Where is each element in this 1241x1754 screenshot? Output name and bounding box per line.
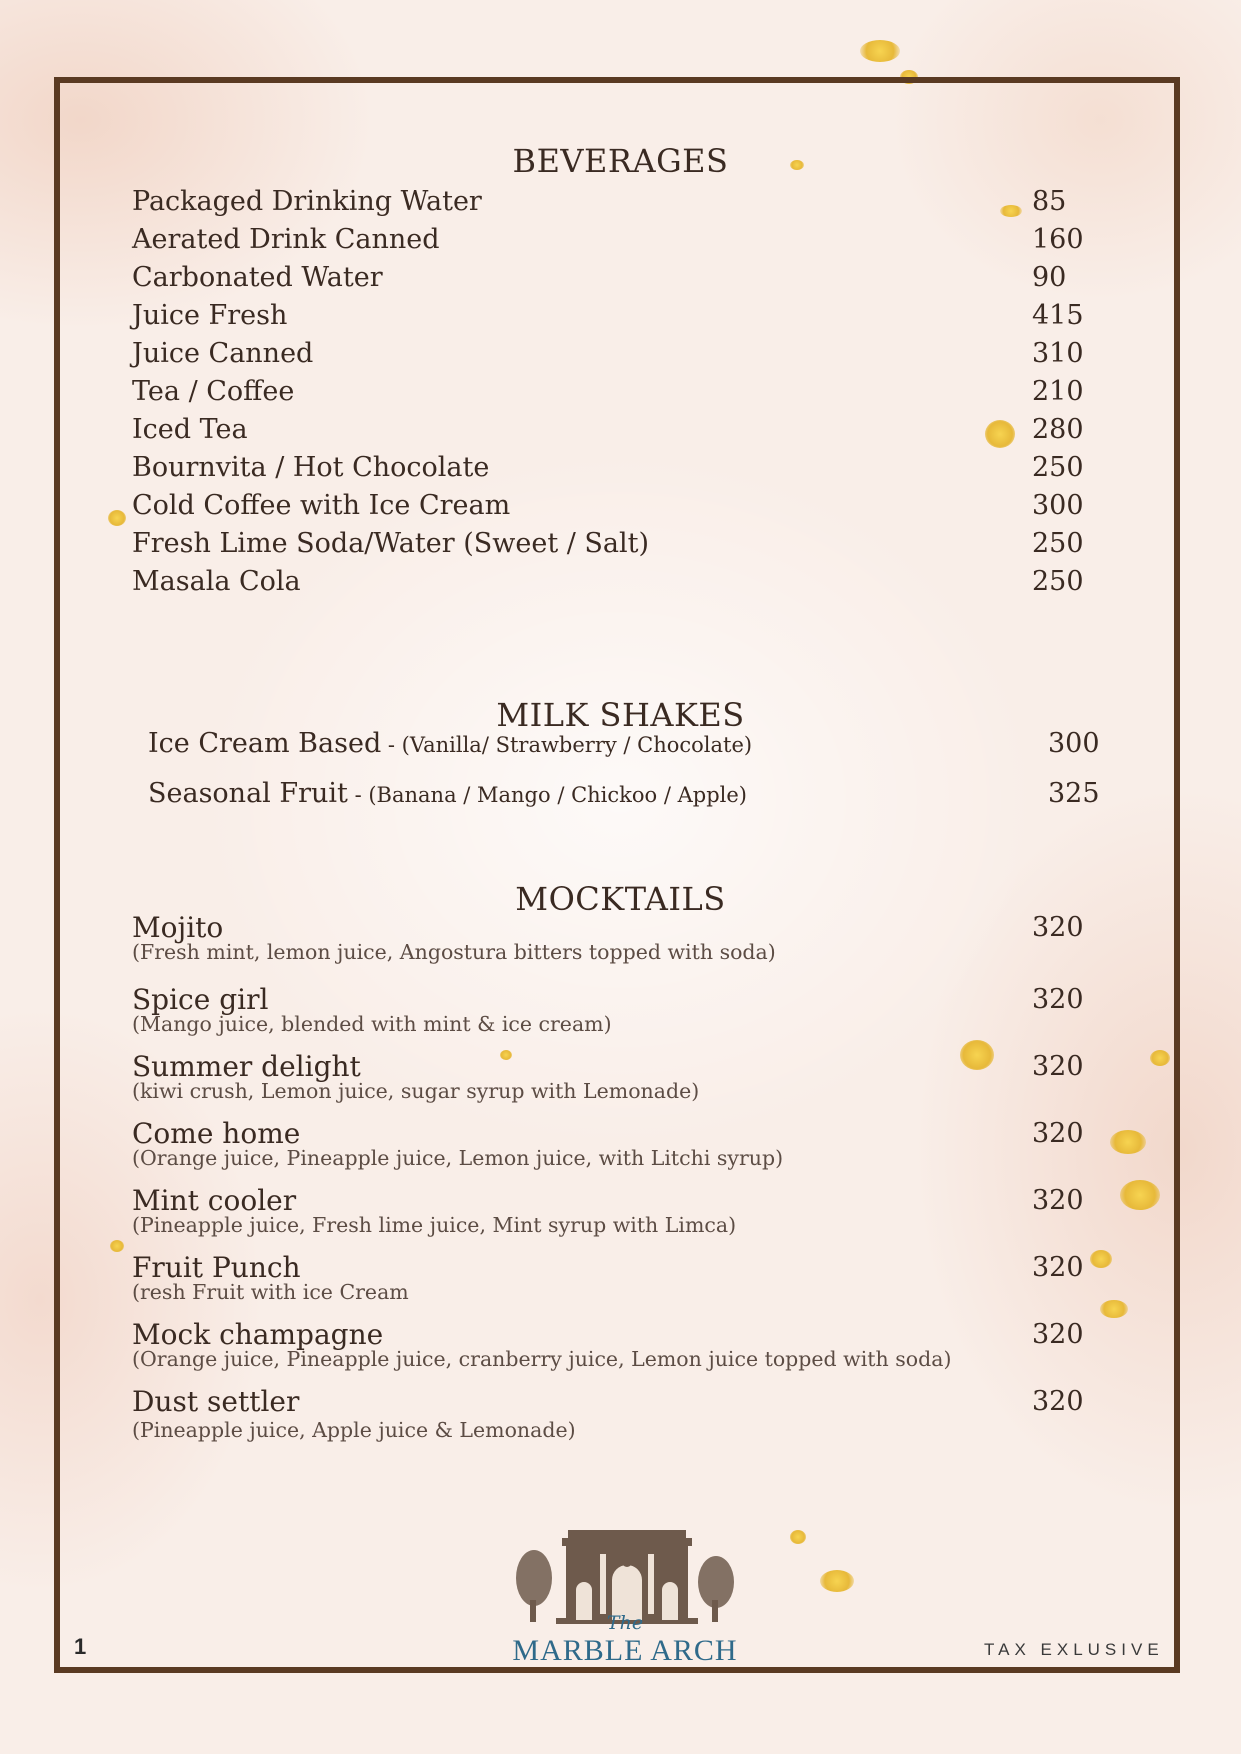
marble-arch-logo	[512, 1510, 738, 1680]
item-name: Ice Cream Based	[148, 728, 382, 759]
item-name: Fruit Punch	[132, 1251, 301, 1284]
logo-name: MARBLE ARCH	[512, 1634, 738, 1667]
item-price: 320	[1032, 1319, 1084, 1350]
item-name: Tea / Coffee	[132, 376, 295, 407]
beverages-heading: BEVERAGES	[512, 142, 729, 180]
item-price: 210	[1032, 376, 1084, 407]
item-price: 85	[1032, 186, 1067, 217]
item-description: (kiwi crush, Lemon juice, sugar syrup with Lemonade)	[132, 1079, 700, 1103]
item-price: 90	[1032, 262, 1067, 293]
item-price: 320	[1032, 1051, 1084, 1082]
item-description: (resh Fruit with ice Cream	[132, 1280, 409, 1304]
item-name: Come home	[132, 1117, 301, 1150]
milk-shakes-heading: MILK SHAKES	[496, 696, 745, 734]
item-name: Seasonal Fruit	[148, 778, 348, 809]
item-price: 300	[1032, 490, 1084, 521]
logo-script: The	[606, 1612, 644, 1634]
item-options: - (Banana / Mango / Chickoo / Apple)	[347, 783, 747, 807]
item-description: (Fresh mint, lemon juice, Angostura bitters topped with soda)	[132, 940, 776, 964]
item-price: 320	[1032, 1118, 1084, 1149]
item-price: 280	[1032, 414, 1084, 445]
item-name: Juice Fresh	[132, 300, 288, 331]
item-price: 320	[1032, 984, 1084, 1015]
item-name: Iced Tea	[132, 414, 248, 445]
item-name: Packaged Drinking Water	[132, 186, 482, 217]
item-price: 310	[1032, 338, 1084, 369]
item-price: 250	[1032, 566, 1084, 597]
item-price: 325	[1048, 778, 1100, 809]
mocktails-heading: MOCKTAILS	[515, 880, 726, 918]
item-name: Bournvita / Hot Chocolate	[132, 452, 490, 483]
item-name: Mojito	[132, 911, 224, 944]
item-name: Mint cooler	[132, 1184, 297, 1217]
item-name: Dust settler	[132, 1385, 300, 1418]
item-price: 300	[1048, 728, 1100, 759]
item-description: (Pineapple juice, Apple juice & Lemonade)	[132, 1418, 576, 1442]
item-price: 320	[1032, 912, 1084, 943]
page-number: 1	[74, 1634, 87, 1659]
item-name: Juice Canned	[132, 338, 314, 369]
item-name: Fresh Lime Soda/Water (Sweet / Salt)	[132, 528, 650, 559]
item-name: Spice girl	[132, 983, 269, 1016]
item-description: (Pineapple juice, Fresh lime juice, Mint syrup with Limca)	[132, 1213, 737, 1237]
item-name: Carbonated Water	[132, 262, 383, 293]
item-price: 160	[1032, 224, 1084, 255]
item-price: 320	[1032, 1185, 1084, 1216]
item-description: (Mango juice, blended with mint & ice cream)	[132, 1012, 612, 1036]
item-options: - (Vanilla/ Strawberry / Chocolate)	[381, 733, 753, 757]
item-price: 320	[1032, 1386, 1084, 1417]
item-price: 250	[1032, 452, 1084, 483]
tax-note: TAX EXLUSIVE	[984, 1640, 1164, 1659]
item-name: Mock champagne	[132, 1318, 384, 1351]
item-price: 250	[1032, 528, 1084, 559]
item-description: (Orange juice, Pineapple juice, cranberry juice, Lemon juice topped with soda)	[132, 1347, 952, 1371]
item-name: Masala Cola	[132, 566, 301, 597]
item-name: Summer delight	[132, 1050, 361, 1083]
item-name: Aerated Drink Canned	[132, 224, 440, 255]
item-description: (Orange juice, Pineapple juice, Lemon juice, with Litchi syrup)	[132, 1146, 784, 1170]
item-price: 415	[1032, 300, 1084, 331]
item-name: Cold Coffee with Ice Cream	[132, 490, 511, 521]
item-price: 320	[1032, 1252, 1084, 1283]
